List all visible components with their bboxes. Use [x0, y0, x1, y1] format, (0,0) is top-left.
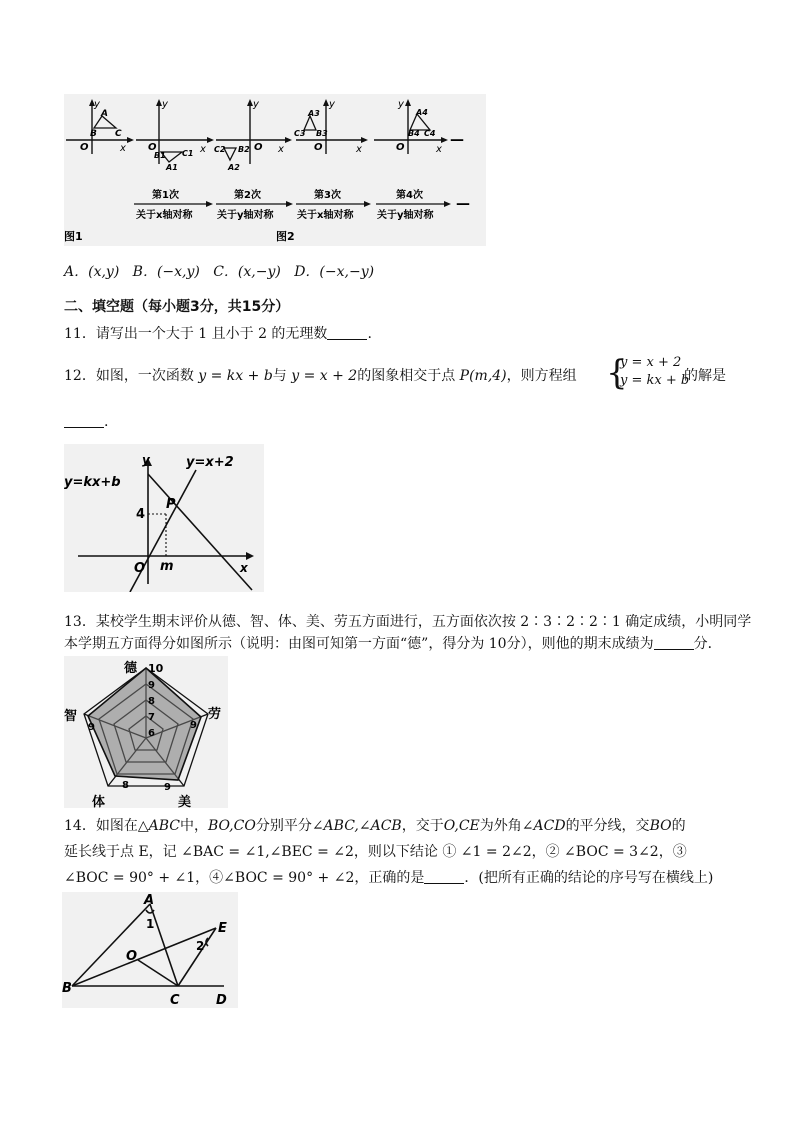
q14-line-3: [64, 868, 713, 888]
origin-label: O: [134, 561, 146, 576]
option-a: A．(x,y): [64, 264, 120, 280]
point-label: C1: [182, 149, 194, 158]
vertex-a: A: [144, 893, 155, 908]
answer-blank[interactable]: [654, 635, 694, 650]
step-desc: 关于y轴对称: [377, 210, 434, 221]
q12-mid-3: ，则方程组: [506, 368, 577, 384]
point-label: B2: [238, 145, 250, 154]
point-p-label: P: [166, 497, 176, 512]
axis-x-label: x: [356, 144, 362, 155]
equation-1: y = x + 2: [620, 355, 682, 370]
q14-bo-co: BO,CO: [207, 818, 256, 834]
step-desc: 关于y轴对称: [217, 210, 274, 221]
origin-label: O: [314, 142, 323, 153]
origin-label: O: [254, 142, 263, 153]
q10-options: [64, 262, 374, 282]
option-d: D．(−x,−y): [294, 264, 375, 280]
q13-line-2: [64, 634, 722, 654]
axis-y-label: y: [94, 99, 100, 110]
q14-text: 为外角: [479, 818, 522, 834]
system-brace: {: [606, 353, 628, 393]
dim-label-lao: 劳: [208, 707, 222, 722]
point-d: D: [216, 993, 227, 1008]
dim-label-ti: 体: [92, 795, 106, 808]
q14-triangle: △ABC: [137, 818, 180, 834]
q13-line-1: 13．某校学生期末评价从德、智、体、美、劳五方面进行，五方面依次按 2∶3∶2∶2∶1 确定成绩，小明同学: [64, 614, 752, 630]
answer-blank[interactable]: [64, 413, 104, 428]
q12-mid-2: 的图象相交于点: [357, 368, 460, 384]
point-o: O: [126, 949, 138, 964]
q14-line-1: [64, 816, 686, 836]
point-label: B1: [154, 151, 166, 160]
point-label: C: [115, 129, 122, 139]
q14-bo: BO: [649, 818, 672, 834]
dim-label-de: 德: [124, 661, 138, 676]
axis-x-label: x: [200, 144, 206, 155]
q14-text: 的平分线，交: [565, 818, 650, 834]
dim-label-zhi: 智: [64, 709, 78, 724]
point-label: B4: [408, 129, 420, 138]
point-label: A1: [166, 163, 178, 172]
equation-2: y = kx + b: [620, 373, 690, 388]
reflection-figure: [64, 94, 486, 246]
q12-point: P(m,4): [459, 368, 507, 384]
section-title: 二、填空题（每小题3分，共15分）: [64, 299, 290, 315]
figure-1-caption: 图1: [64, 230, 83, 243]
origin-label: O: [80, 142, 89, 153]
option-b: B．(−x,y): [132, 264, 200, 280]
dim-label-mei: 美: [178, 795, 192, 808]
point-label: B: [90, 129, 97, 139]
score-zhi: 9: [88, 722, 95, 733]
q13-end: 分．: [693, 636, 722, 652]
origin-label: O: [148, 142, 157, 153]
scale-6: 6: [148, 728, 155, 739]
q14-text: 的: [671, 818, 686, 834]
equation-system: [620, 354, 689, 390]
point-label: A2: [228, 163, 240, 172]
axis-x-label: x: [120, 143, 126, 154]
q14-text: ∠BOC = 90° + ∠1，④∠BOC = 90° + ∠2，正确的是: [64, 870, 425, 886]
step-title: 第3次: [314, 190, 341, 201]
point-label: C2: [214, 145, 226, 154]
q14-acd: ∠ACD: [521, 818, 566, 834]
axis-x-label: x: [436, 144, 442, 155]
scale-9: 9: [148, 680, 155, 691]
point-label: A4: [416, 108, 428, 117]
scale-8: 8: [148, 696, 155, 707]
axis-y-label: y: [162, 99, 168, 110]
ellipsis-mark: —: [450, 132, 464, 148]
angle-2-label: 2: [196, 939, 205, 953]
q14-o-ce: O,CE: [443, 818, 480, 834]
step-desc: 关于x轴对称: [297, 210, 354, 221]
radar-chart-figure: [64, 656, 228, 808]
q14-text: 中，: [179, 818, 208, 834]
q12-func-1: y = kx + b: [198, 368, 273, 384]
point-label: A3: [308, 109, 320, 118]
y-axis-label: y: [142, 453, 150, 467]
triangle-figure: [62, 892, 238, 1008]
q14-line-2: 延长线于点 E，记 ∠BAC = ∠1,∠BEC = ∠2，则以下结论 ① ∠1 = 2∠2，② ∠BOC = 3∠2，③: [64, 844, 687, 860]
step-title: 第2次: [234, 190, 261, 201]
q12-pre: 12．如图，一次函数: [64, 368, 199, 384]
axis-y-label: y: [329, 99, 335, 110]
origin-label: O: [396, 142, 405, 153]
linear-functions-figure: [64, 444, 264, 592]
point-e: E: [218, 921, 227, 936]
answer-blank[interactable]: [327, 325, 367, 340]
value-4-label: 4: [136, 507, 146, 522]
q13-text: 本学期五方面得分如图所示（说明：由图可知第一方面“德”，得分为 10分），则他的期末成绩为: [64, 636, 654, 652]
point-label: B3: [316, 129, 328, 138]
q12-func-2: y = x + 2: [291, 368, 358, 384]
axis-y-label: y: [253, 99, 259, 110]
score-lao: 9: [190, 720, 197, 731]
vertex-b: B: [62, 981, 72, 996]
q12-answer-line: [64, 412, 108, 432]
label-x-plus-2: y=x+2: [186, 455, 234, 470]
angle-1-label: 1: [146, 917, 155, 931]
q12-post: 的解是: [684, 368, 726, 384]
point-label: C4: [424, 129, 436, 138]
q14-text: ，交于: [401, 818, 444, 834]
scale-10: 10: [148, 662, 164, 675]
q14-text: 14．如图在: [64, 818, 138, 834]
axis-y-label: y: [398, 99, 404, 110]
q11-text: 11．请写出一个大于 1 且小于 2 的无理数: [64, 326, 328, 342]
score-ti: 8: [122, 780, 129, 791]
q12-mid-1: 与: [272, 368, 292, 384]
answer-blank[interactable]: [424, 869, 464, 884]
step-title: 第4次: [396, 190, 423, 201]
figure-background: [62, 892, 238, 1008]
q14-text: ．(把所有正确的结论的序号写在横线上): [464, 870, 714, 886]
vertex-c: C: [170, 993, 180, 1008]
score-mei: 9: [164, 782, 171, 793]
point-label: A: [101, 109, 108, 119]
label-kx-b: y=kx+b: [64, 475, 121, 490]
step-title: 第1次: [152, 190, 179, 201]
scale-7: 7: [148, 712, 155, 723]
ellipsis-mark: —: [456, 196, 470, 212]
m-label: m: [160, 559, 174, 574]
q14-text: 分别平分: [255, 818, 312, 834]
x-axis-label: x: [240, 561, 248, 575]
q11-end: .: [367, 326, 372, 342]
question-11: [64, 324, 372, 344]
step-desc: 关于x轴对称: [136, 210, 193, 221]
q14-angles: ∠ABC,∠ACB: [311, 818, 402, 834]
axis-x-label: x: [278, 144, 284, 155]
option-c: C．(x,−y): [213, 264, 281, 280]
question-12: [64, 366, 577, 386]
figure-2-caption: 图2: [276, 230, 295, 243]
q12-end: .: [104, 414, 109, 430]
point-label: C3: [294, 129, 306, 138]
